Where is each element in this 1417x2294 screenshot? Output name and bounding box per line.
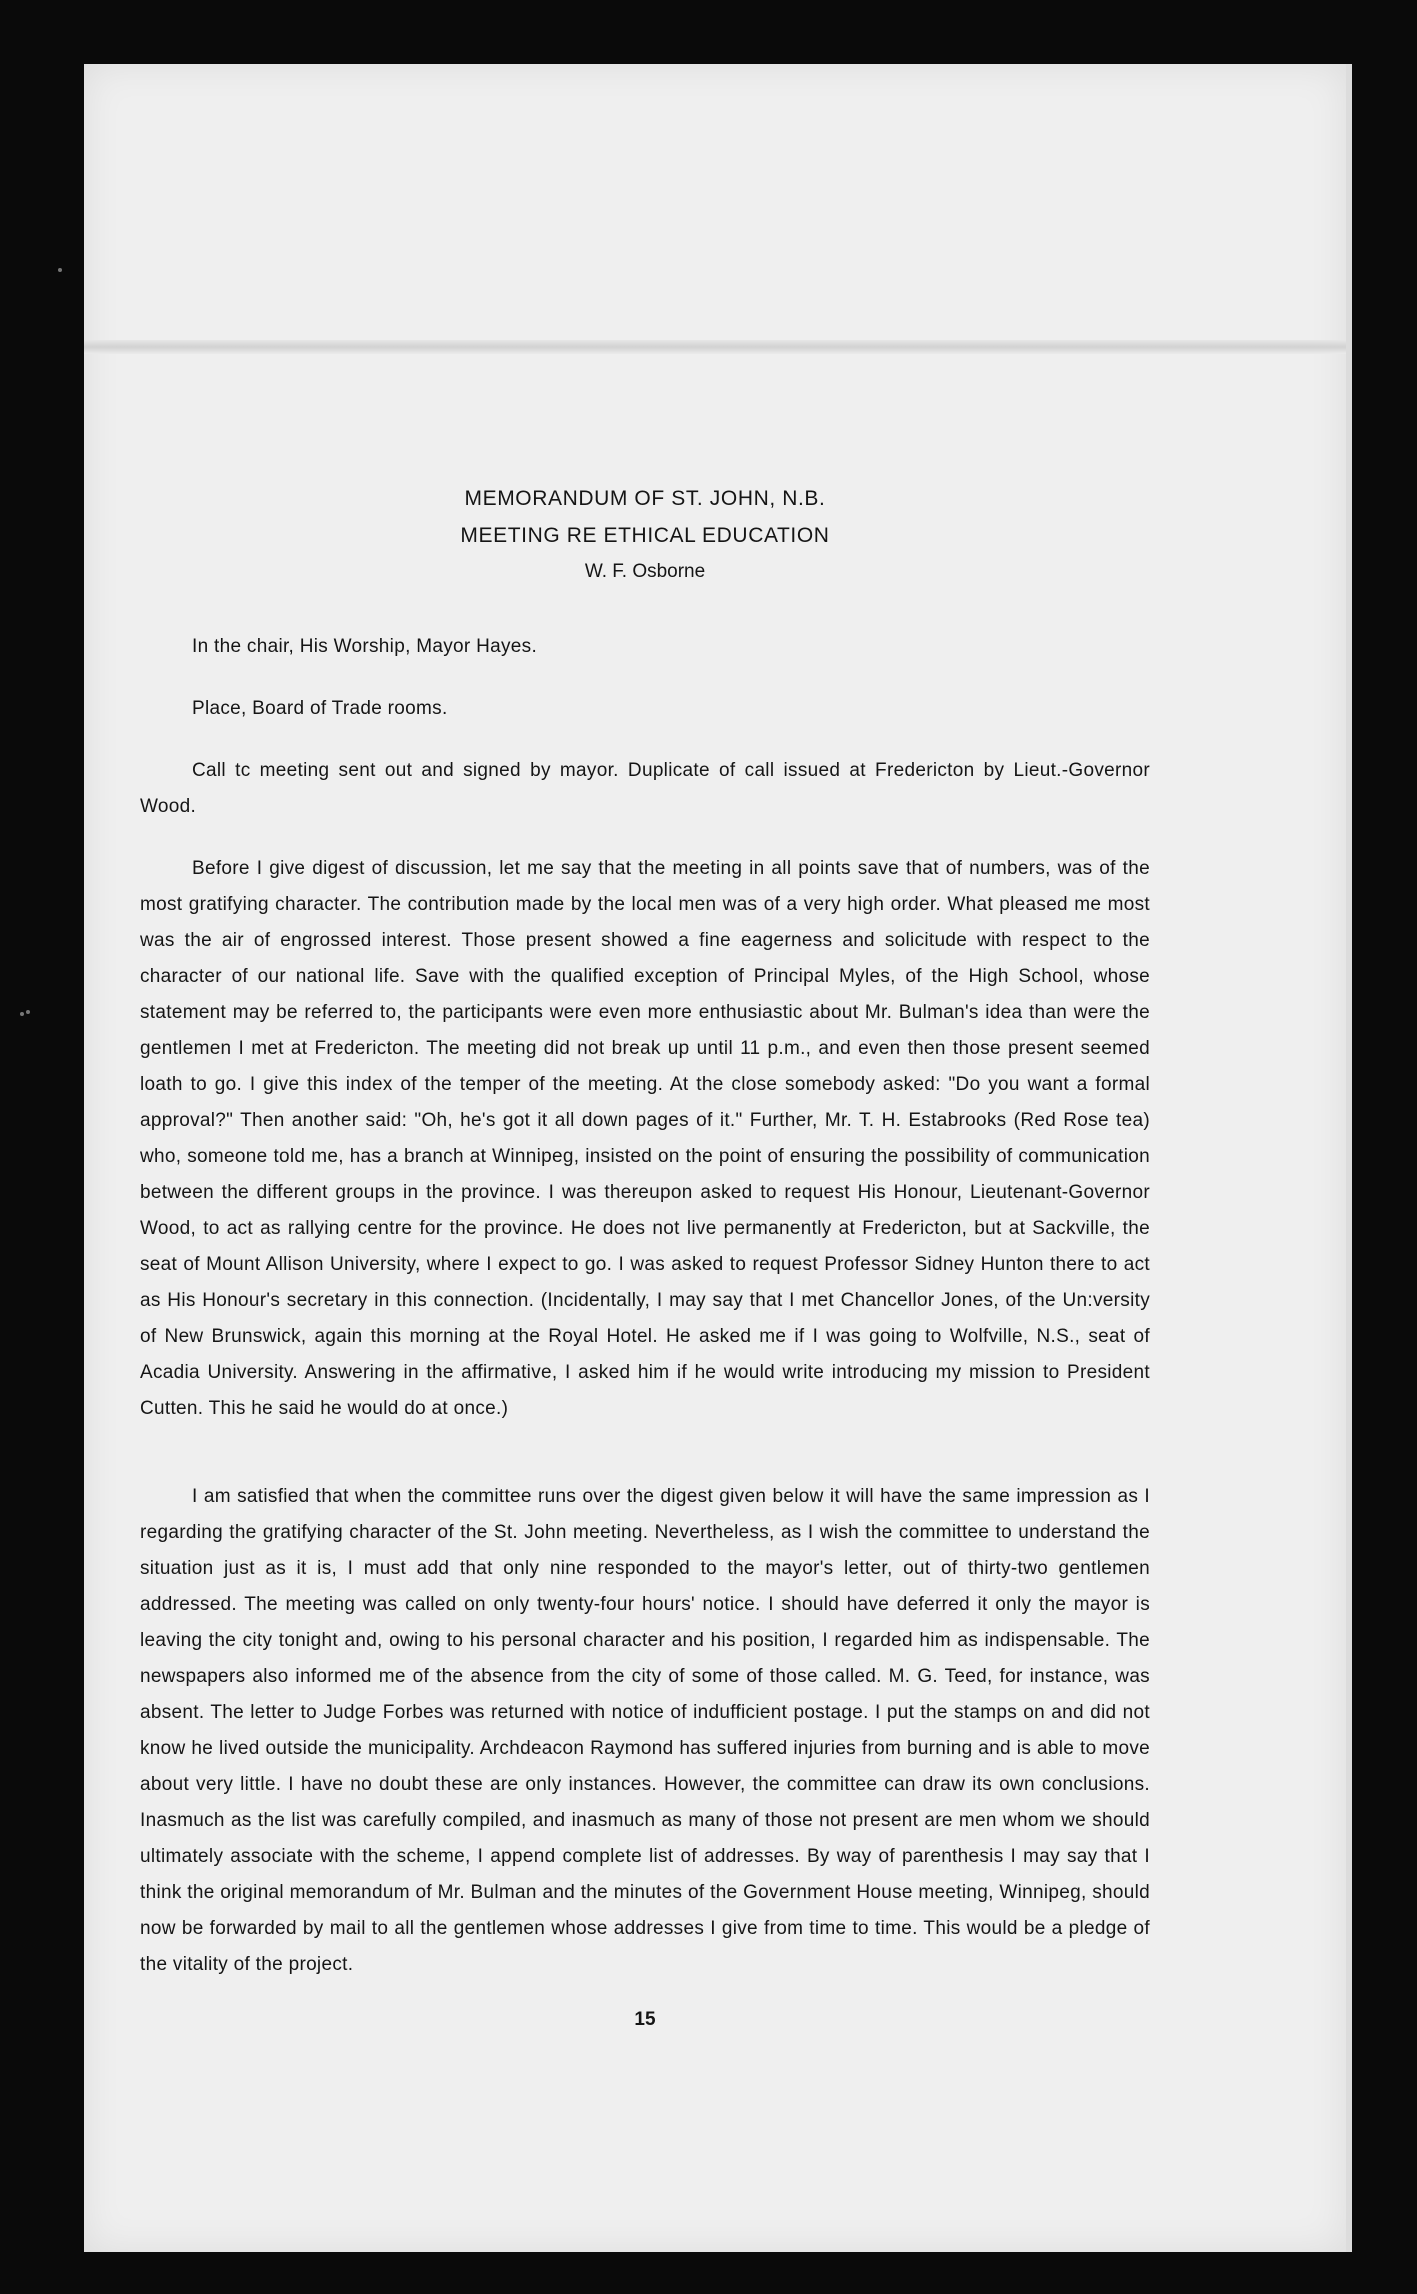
paragraph-satisfied: I am satisfied that when the committee runs over the digest given below it will have the same impression as I regarding the gratifying character of the St. John meeting. Nevertheless, as I wish the committee to understand the situation just as it is, I must add that only nine responded to the mayor's letter, out of thirty-two gentlemen addressed. The meeting was called on only twenty-four hours' notice. I should have deferred it only the mayor is leaving the city tonight and, owing to his personal character and his position, I regarded him as indispensable. The newspapers also informed me of the absence from the city of some of those called. M. G. Teed, for instance, was absent. The letter to Judge Forbes was returned with notice of indufficient postage. I put the stamps on and did not know he lived outside the municipality. Archdeacon Raymond has suffered injuries from burning and is able to move about very little. I have no doubt these are only instances. However, the committee can draw its own conclusions. Inasmuch as the list was carefully compiled, and inasmuch as many of those not present are men whom we should ultimately associate with the scheme, I append complete list of addresses. By way of parenthesis I may say that I think the original memorandum of Mr. Bulman and the minutes of the Government House meeting, Winnipeg, should now be forwarded by mail to all the gentlemen whose addresses I give from time to time. This would be a pledge of the vitality of the project. [140,1486,1150,1975]
scan-speck [20,1012,24,1016]
page-number: 15 [634,2009,656,2030]
paragraph-call: Call tc meeting sent out and signed by mayor. Duplicate of call issued at Fredericton by Lieut.-Governor Wood. [140,760,1150,817]
memo-title-line-2: MEETING RE ETHICAL EDUCATION [460,524,830,547]
paragraph-digest: Before I give digest of discussion, let me say that the meeting in all points save that of numbers, was of the most gratifying character. The contribution made by the local men was of a very high order. What pleased me most was the air of engrossed interest. Those present showed a fine eagerness and solicitude with respect to the character of our national life. Save with the qualified exception of Principal Myles, of the High School, whose statement may be referred to, the participants were even more enthusiastic about Mr. Bulman's idea than were the gentlemen I met at Fredericton. The meeting did not break up until 11 p.m., and even then those present seemed loath to go. I give this index of the temper of the meeting. At the close somebody asked: "Do you want a formal approval?" Then another said: "Oh, he's got it all down pages of it." Further, Mr. T. H. Estabrooks (Red Rose tea) who, someone told me, has a branch at Winnipeg, insisted on the point of ensuring the possibility of communication between the different groups in the province. I was thereupon asked to request His Honour, Lieutenant-Governor Wood, to act as rallying centre for the province. He does not live permanently at Fredericton, but at Sackville, the seat of Mount Allison University, where I expect to go. I was asked to request Professor Sidney Hunton there to act as His Honour's secretary in this connection. (Incidentally, I may say that I met Chancellor Jones, of the Un:versity of New Brunswick, again this morning at the Royal Hotel. He asked me if I was going to Wolfville, N.S., seat of Acadia University. Answering in the affirmative, I asked him if he would write introducing my mission to President Cutten. This he said he would do at once.) [140,858,1150,1419]
memo-title-line-1: MEMORANDUM OF ST. JOHN, N.B. [464,487,826,510]
memo-author: W. F. Osborne [584,561,706,582]
paragraph-place: Place, Board of Trade rooms. [192,698,448,719]
paper-fold-line [84,340,1346,354]
scan-speck [26,1010,30,1014]
paragraph-chair: In the chair, His Worship, Mayor Hayes. [192,636,538,657]
memorandum-content [140,480,1150,2031]
scan-speck [58,268,62,272]
